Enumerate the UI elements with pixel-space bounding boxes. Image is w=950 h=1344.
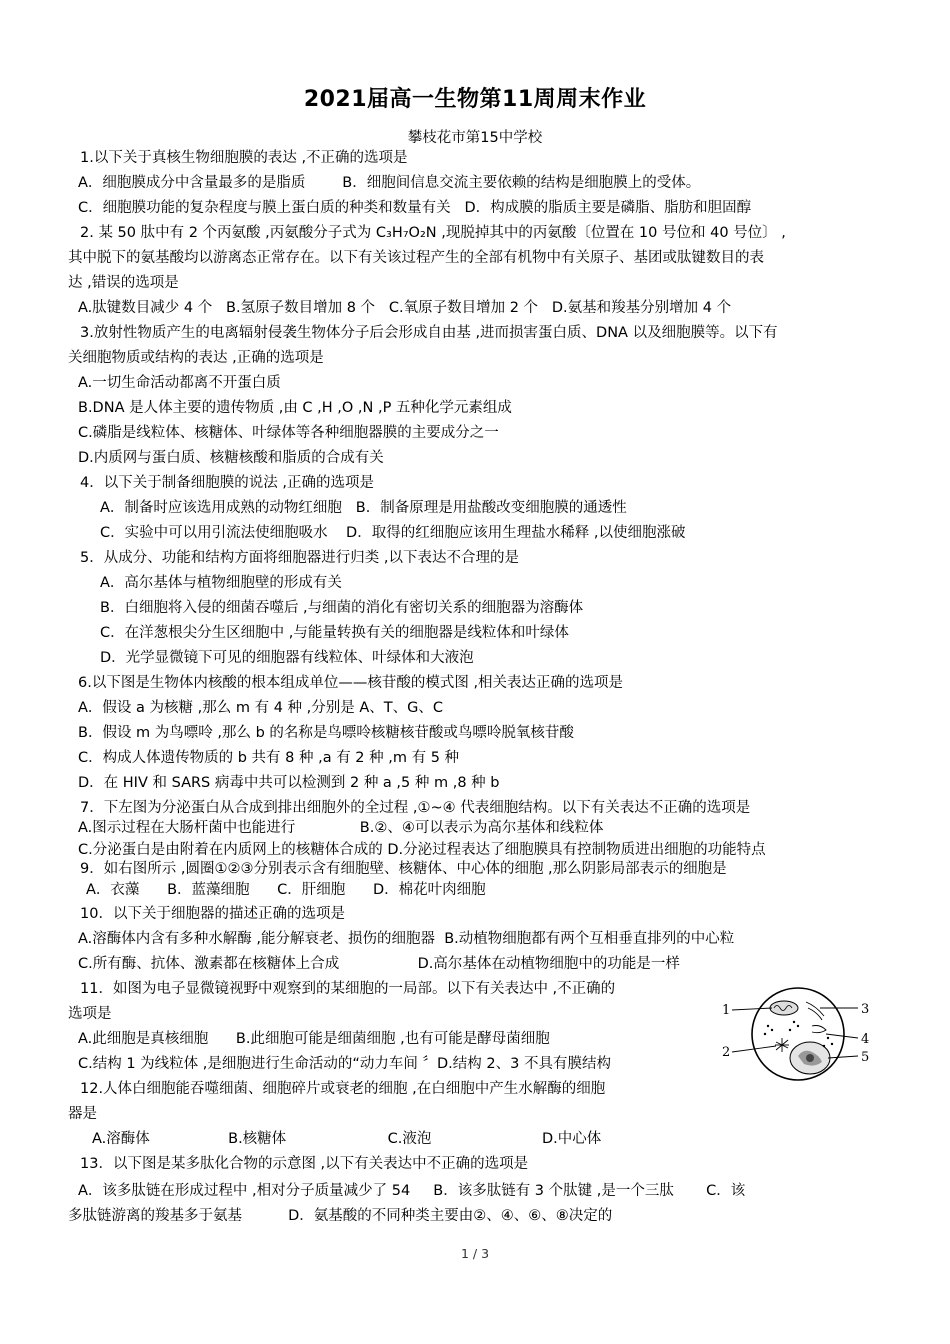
q1-option-cd: C．细胞膜功能的复杂程度与膜上蛋白质的种类和数量有关 D．构成膜的脂质主要是磷脂、脂肪和胆固醇 (78, 200, 752, 216)
page-number: 1 / 3 (460, 1246, 490, 1261)
q5-option-a: A．高尔基体与植物细胞壁的形成有关 (100, 575, 342, 591)
figure-label-1: 1 (722, 1003, 731, 1018)
q11-stem-2: 选项是 (68, 1006, 112, 1022)
q3-option-d: D.内质网与蛋白质、核糖核酸和脂质的合成有关 (78, 450, 384, 466)
q3-option-c: C.磷脂是线粒体、核糖体、叶绿体等各种细胞器膜的主要成分之一 (78, 425, 499, 441)
q13-options-2: 多肽链游离的羧基多于氨基 D．氨基酸的不同种类主要由②、④、⑥、⑧决定的 (68, 1208, 613, 1224)
q2-stem-1: 2. 某 50 肽中有 2 个丙氨酸 ,丙氨酸分子式为 C₃H₇O₂N ,现脱掉其中的丙氨酸〔位置在 10 号位和 40 号位〕 , (80, 225, 786, 241)
q6-option-d: D．在 HIV 和 SARS 病毒中共可以检测到 2 种 a ,5 种 m ,8 种 b (78, 775, 500, 791)
q5-option-c: C．在洋葱根尖分生区细胞中 ,与能量转换有关的细胞器是线粒体和叶绿体 (100, 625, 569, 641)
q1-option-ab: A．细胞膜成分中含量最多的是脂质 B．细胞间信息交流主要依赖的结构是细胞膜上的受体。 (78, 175, 701, 191)
q7-option-ab: A.图示过程在大肠杆菌中也能进行 B.②、④可以表示为高尔基体和线粒体 (78, 820, 604, 836)
q4-stem: 4．以下关于制备细胞膜的说法 ,正确的选项是 (80, 475, 374, 491)
q4-option-cd: C．实验中可以用引流法使细胞吸水 D．取得的红细胞应该用生理盐水稀释 ,以使细胞涨破 (100, 525, 686, 541)
q11-stem-1: 11．如图为电子显微镜视野中观察到的某细胞的一局部。以下有关表达中 ,不正确的 (80, 981, 616, 997)
q5-option-b: B．白细胞将入侵的细菌吞噬后 ,与细菌的消化有密切关系的细胞器为溶酶体 (100, 600, 584, 616)
q5-stem: 5．从成分、功能和结构方面将细胞器进行归类 ,以下表达不合理的是 (80, 550, 519, 566)
q5-option-d: D．光学显微镜下可见的细胞器有线粒体、叶绿体和大液泡 (100, 650, 474, 666)
figure-label-4: 4 (861, 1032, 870, 1047)
q1-stem: 1.以下关于真核生物细胞膜的表达 ,不正确的选项是 (80, 150, 408, 166)
q10-option-ab: A.溶酶体内含有多种水解酶 ,能分解衰老、损伤的细胞器 B.动植物细胞都有两个互相垂直排列的中心粒 (78, 931, 735, 947)
figure-label-5: 5 (861, 1050, 870, 1065)
q7-option-cd: C.分泌蛋白是由附着在内质网上的核糖体合成的 D.分泌过程表达了细胞膜具有控制物质进出细胞的功能特点 (78, 842, 766, 858)
q3-option-a: A.一切生命活动都离不开蛋白质 (78, 375, 281, 391)
q12-stem-2: 器是 (68, 1106, 97, 1122)
q12-options: A.溶酶体 B.核糖体 C.液泡 D.中心体 (92, 1131, 602, 1147)
q13-options-1: A．该多肽链在形成过程中 ,相对分子质量减少了 54 B．该多肽链有 3 个肽键 ,是一个三肽 C．该 (78, 1183, 746, 1199)
q12-stem-1: 12.人体白细胞能吞噬细菌、细胞碎片或衰老的细胞 ,在白细胞中产生水解酶的细胞 (80, 1081, 606, 1097)
page-title: 2021届高一生物第11周周末作业 (303, 87, 647, 112)
q2-stem-2: 其中脱下的氨基酸均以游离态正常存在。以下有关该过程产生的全部有机物中有关原子、基团或肽键数目的表 (68, 250, 764, 266)
school-name: 攀枝花市第15中学校 (407, 130, 543, 146)
q2-stem-3: 达 ,错误的选项是 (68, 275, 179, 291)
q11-option-cd: C.结构 1 为线粒体 ,是细胞进行生命活动的“动力车间 〞D.结构 2、3 不具有膜结构 (78, 1056, 611, 1072)
q6-option-c: C．构成人体遗传物质的 b 共有 8 种 ,a 有 2 种 ,m 有 5 种 (78, 750, 460, 766)
q2-options: A.肽键数目减少 4 个 B.氢原子数目增加 8 个 C.氧原子数目增加 2 个 D.氨基和羧基分别增加 4 个 (78, 300, 732, 316)
q13-stem: 13．以下图是某多肽化合物的示意图 ,以下有关表达中不正确的选项是 (80, 1156, 529, 1172)
q6-stem: 6.以下图是生物体内核酸的根本组成单位——核苷酸的模式图 ,相关表达正确的选项是 (78, 675, 624, 691)
q11-option-ab: A.此细胞是真核细胞 B.此细胞可能是细菌细胞 ,也有可能是酵母菌细胞 (78, 1031, 550, 1047)
cell-micrograph-figure (718, 986, 876, 1086)
q6-option-a: A．假设 a 为核糖 ,那么 m 有 4 种 ,分别是 A、T、G、C (78, 700, 443, 716)
q7-stem: 7．下左图为分泌蛋白从合成到排出细胞外的全过程 ,①~④ 代表细胞结构。以下有关表达不正确的选项是 (80, 800, 751, 816)
q6-option-b: B．假设 m 为鸟嘌呤 ,那么 b 的名称是鸟嘌呤核糖核苷酸或鸟嘌呤脱氧核苷酸 (78, 725, 574, 741)
q3-stem-1: 3.放射性物质产生的电离辐射侵袭生物体分子后会形成自由基 ,进而损害蛋白质、DNA 以及细胞膜等。以下有 (80, 325, 778, 341)
q10-option-cd: C.所有酶、抗体、激素都在核糖体上合成 D.高尔基体在动植物细胞中的功能是一样 (78, 956, 680, 972)
q9-options: A．衣藻 B．蓝藻细胞 C．肝细胞 D．棉花叶肉细胞 (86, 882, 486, 898)
figure-label-3: 3 (861, 1002, 870, 1017)
q3-stem-2: 关细胞物质或结构的表达 ,正确的选项是 (68, 350, 324, 366)
q9-stem: 9．如右图所示 ,圆圈①②③分别表示含有细胞壁、核糖体、中心体的细胞 ,那么阴影局部表示的细胞是 (80, 861, 727, 877)
q3-option-b: B.DNA 是人体主要的遗传物质 ,由 C ,H ,O ,N ,P 五种化学元素组成 (78, 400, 512, 416)
q4-option-ab: A．制备时应该选用成熟的动物红细胞 B．制备原理是用盐酸改变细胞膜的通透性 (100, 500, 627, 516)
q10-stem: 10．以下关于细胞器的描述正确的选项是 (80, 906, 345, 922)
figure-label-2: 2 (722, 1045, 731, 1060)
